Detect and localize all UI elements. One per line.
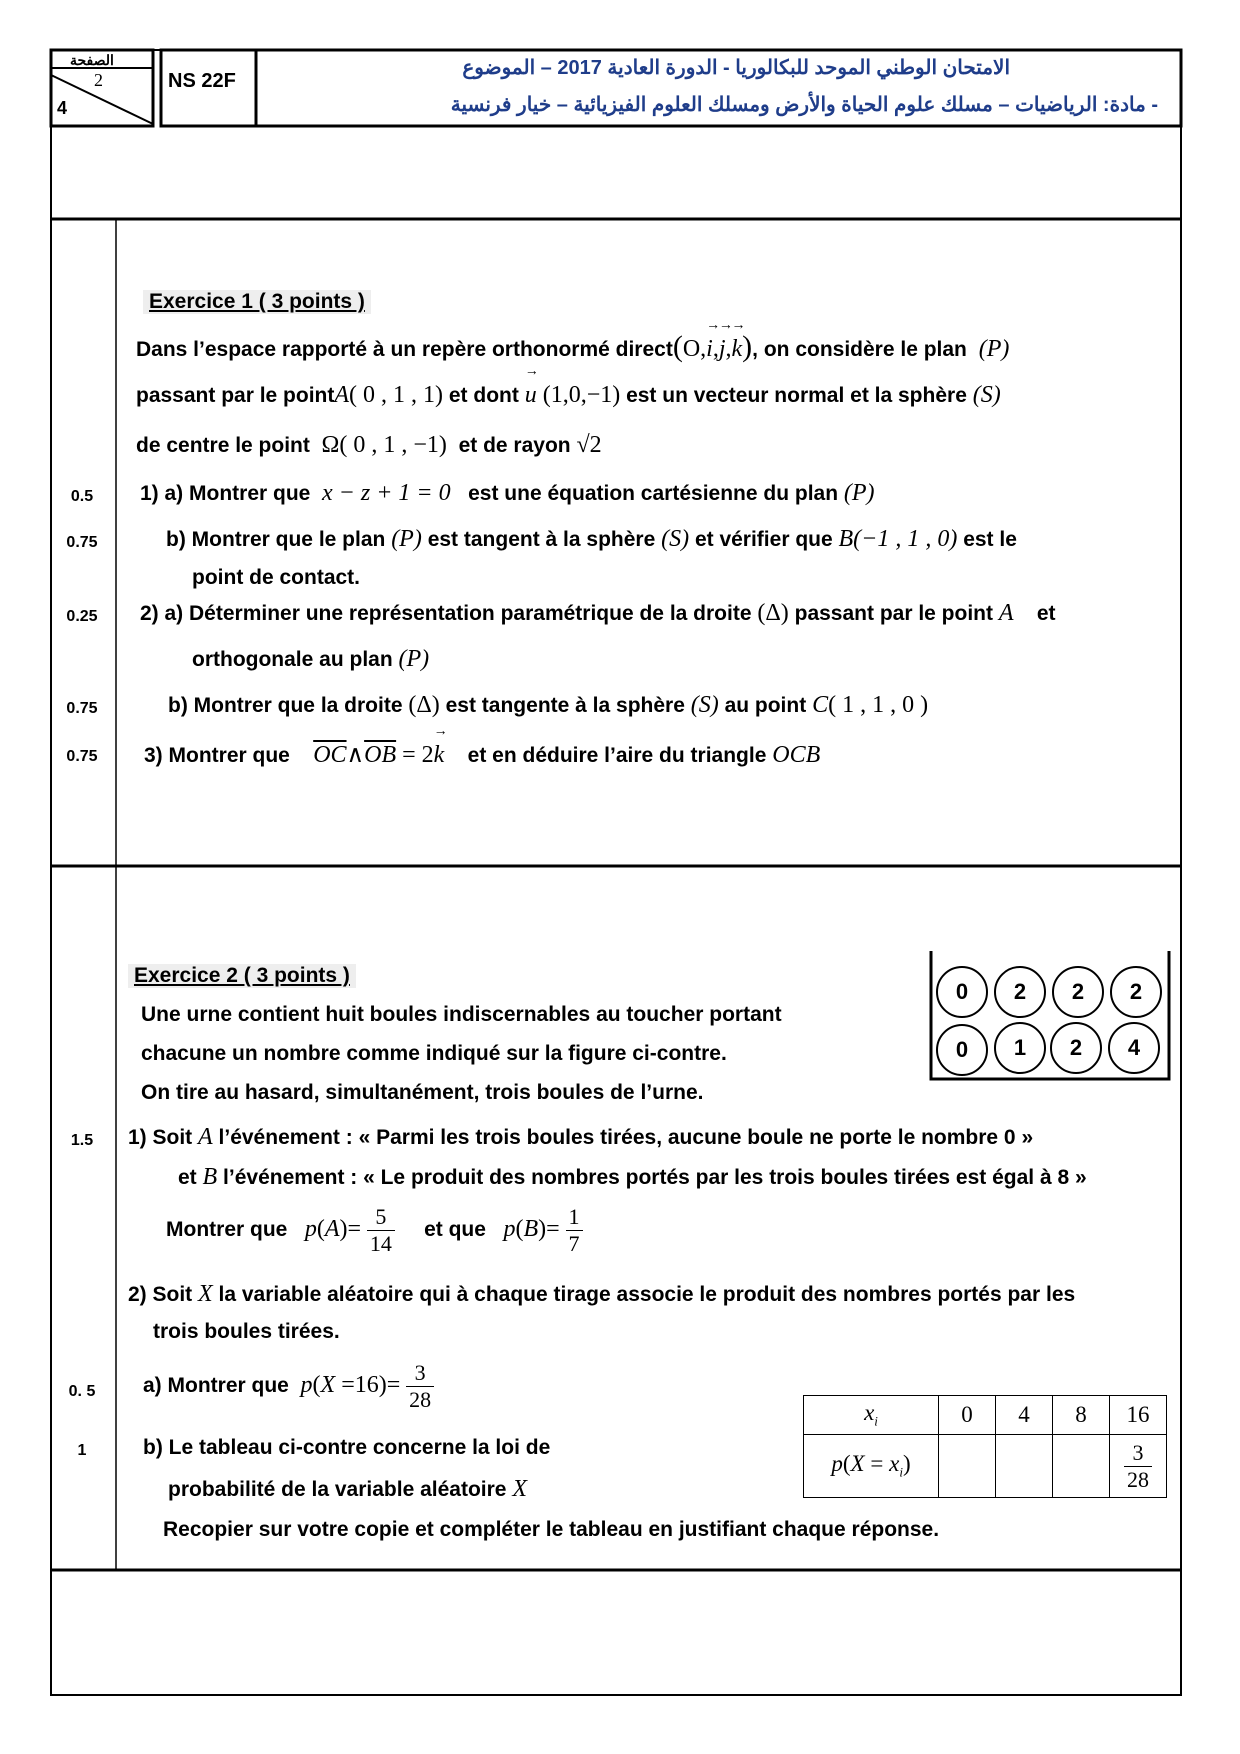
pA-denominator: 14 [369, 1231, 392, 1256]
ex1-q2b: b) Montrer que la droite (Δ) est tangente à la sphère (S) au point C( 1 , 1 , 0 ) [168, 692, 929, 718]
points-q1a: 0.5 [70, 488, 94, 505]
ex1-q2a: 2) a) Déterminer une représentation paramétrique de la droite (Δ) passant par le point A et [140, 600, 1056, 626]
points-ex2-q2b: 1 [77, 1442, 87, 1459]
ball: 0 [936, 966, 988, 1018]
exam-code: NS 22F [168, 70, 236, 92]
page-current: 2 [94, 70, 103, 90]
points-q2a: 0.25 [66, 608, 98, 625]
ex2-q2: 2) Soit X la variable aléatoire qui à chaque tirage associe le produit des nombres portés par les [128, 1281, 1076, 1307]
ex1-intro-line1: Dans l’espace rapporté à un repère orthonormé direct(O,→ i,→ j,→ k), on considère le plan (P) [136, 330, 1009, 364]
table-cell [1053, 1435, 1110, 1498]
ball: 2 [994, 966, 1046, 1018]
pA-numerator: 5 [367, 1204, 395, 1231]
exam-title-line2: - مادة: الرياضيات – مسلك علوم الحياة والأرض ومسلك العلوم الفيزيائية – خيار فرنسية [450, 94, 1158, 116]
pX16-denominator: 28 [409, 1387, 432, 1412]
table-cell: 4 [996, 1396, 1053, 1435]
header-xi: $x_i$ [804, 1396, 939, 1435]
ex1-q1b-cont: point de contact. [192, 566, 360, 589]
header-pxi: $p(X = x_i)$ [804, 1435, 939, 1498]
ex2-intro2: chacune un nombre comme indiqué sur la figure ci-contre. [141, 1042, 727, 1065]
pB-denominator: 7 [568, 1231, 580, 1256]
ex2-q2-cont: trois boules tirées. [153, 1320, 340, 1343]
ex2-q2b-cont: probabilité de la variable aléatoire X [168, 1476, 527, 1502]
ball: 0 [936, 1024, 988, 1076]
exercise1-title: Exercice 1 ( 3 points ) [143, 290, 371, 314]
table-cell: 16 [1110, 1396, 1167, 1435]
points-q3: 0.75 [66, 748, 98, 765]
ex1-q3: 3) Montrer que $\overline{OC}\wedge\overline{OB} = 2\to k$ et en déduire l’aire du triangle OCB [144, 740, 820, 769]
ex2-q2a: a) Montrer que p(X =16)= $\frac{3}{28}$ [143, 1360, 434, 1413]
probability-law-table [803, 1395, 1167, 1498]
page-label: الصفحة [70, 52, 114, 68]
ball: 1 [994, 1022, 1046, 1074]
ex1-intro-line3: de centre le point Ω( 0 , 1 , −1) et de rayon √2 [136, 432, 602, 458]
ex2-q1-b: et B l’événement : « Le produit des nombres portés par les trois boules tirées est égal à 8 » [178, 1164, 1087, 1190]
table-cell [996, 1435, 1053, 1498]
ex2-q2b-instruction: Recopier sur votre copie et compléter le tableau en justifiant chaque réponse. [163, 1518, 940, 1541]
ex2-q1-show: Montrer que p(A)= $\frac{5}{14}$ et que p(B)= $\frac{1}{7}$ [166, 1204, 583, 1257]
page-total: 4 [57, 98, 68, 118]
ball: 2 [1050, 1022, 1102, 1074]
ex1-q1b: b) Montrer que le plan (P) est tangent à la sphère (S) et vérifier que B(−1 , 1 , 0) est le [166, 526, 1017, 552]
ball: 4 [1108, 1022, 1160, 1074]
points-q2b: 0.75 [66, 700, 98, 717]
ex1-q2a-cont: orthogonale au plan (P) [192, 646, 430, 672]
ex2-intro1: Une urne contient huit boules indiscernables au toucher portant [141, 1003, 782, 1026]
points-ex2-q1: 1.5 [70, 1132, 94, 1149]
points-q1b: 0.75 [66, 534, 98, 551]
pX16-numerator: 3 [406, 1360, 434, 1387]
points-ex2-q2a: 0. 5 [68, 1383, 96, 1400]
ex2-intro3: On tire au hasard, simultanément, trois boules de l’urne. [141, 1081, 704, 1104]
table-row [804, 1396, 1167, 1435]
table-cell: 8 [1053, 1396, 1110, 1435]
pB-numerator: 1 [566, 1204, 583, 1231]
ex1-intro-line2: passant par le pointA( 0 , 1 , 1) et dont → u (1,0,−1) est un vecteur normal et la sphère (S) [136, 382, 1001, 409]
exercise2-title: Exercice 2 ( 3 points ) [128, 964, 356, 988]
exam-title-line1: الامتحان الوطني الموحد للبكالوريا - الدورة العادية 2017 – الموضوع [462, 57, 1010, 79]
table-row [804, 1435, 1167, 1498]
ball: 2 [1110, 966, 1162, 1018]
ex2-q1: 1) Soit A l’événement : « Parmi les trois boules tirées, aucune boule ne porte le nombre 0 » [128, 1124, 1034, 1150]
table-cell: $\frac{3}{28}$ [1110, 1435, 1167, 1498]
table-cell: 0 [939, 1396, 996, 1435]
table-cell [939, 1435, 996, 1498]
ex1-q1a: 1) a) Montrer que x − z + 1 = 0 est une équation cartésienne du plan (P) [140, 480, 875, 506]
ball: 2 [1052, 966, 1104, 1018]
ex2-q2b: b) Le tableau ci-contre concerne la loi de [143, 1436, 551, 1459]
